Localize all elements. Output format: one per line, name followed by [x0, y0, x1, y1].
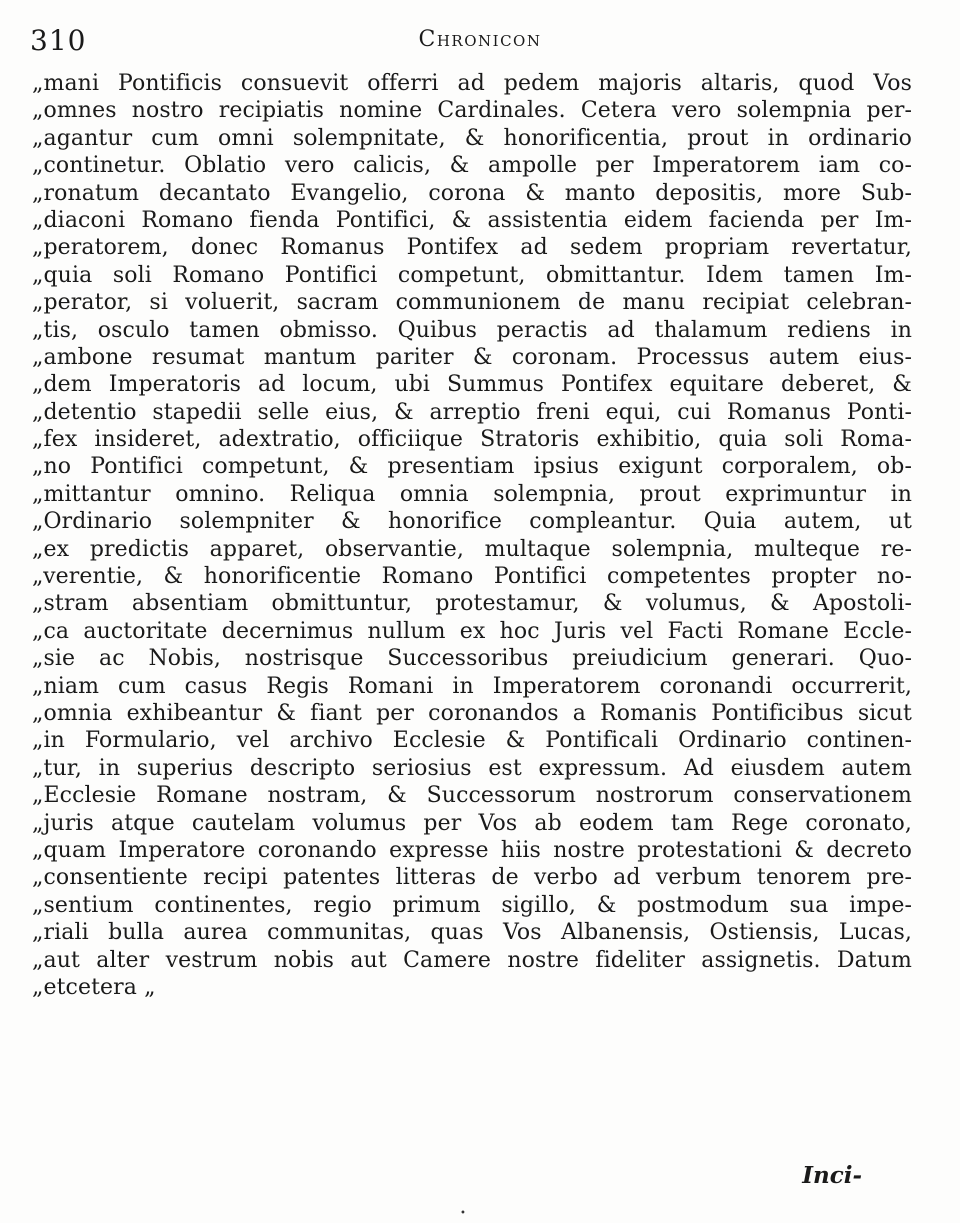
text-line: „tur, in superius descripto seriosius est expressum. Ad eiusdem autem — [32, 755, 912, 781]
text-line: „mani Pontificis consuevit offerri ad pedem majoris altaris, quod Vos — [32, 71, 912, 96]
body-text — [32, 70, 912, 1001]
text-line: „tis, osculo tamen obmisso. Quibus peractis ad thalamum rediens in — [32, 317, 912, 343]
text-line: „aut alter vestrum nobis aut Camere nostre fideliter assignetis. Datum — [32, 947, 912, 973]
text-line: „agantur cum omni solempnitate, & honorificentia, prout in ordinario — [32, 125, 912, 151]
text-line: „omnia exhibeantur & fiant per coronandos a Romanis Pontificibus sicut — [32, 700, 912, 726]
text-line: „ronatum decantato Evangelio, corona & manto depositis, more Sub- — [32, 180, 912, 206]
text-line: „quia soli Romano Pontifici competunt, obmittantur. Idem tamen Im- — [32, 262, 912, 288]
text-line: „verentie, & honorificentie Romano Pontifici competentes propter no- — [32, 564, 912, 590]
text-line: „etcetera „ — [32, 974, 156, 1000]
text-line: „peratorem, donec Romanus Pontifex ad sedem propriam revertatur, — [32, 235, 912, 261]
text-line: „mittantur omnino. Reliqua omnia solempnia, prout exprimuntur in — [32, 481, 912, 507]
text-line: „omnes nostro recipiatis nomine Cardinales. Cetera vero solempnia per- — [32, 98, 912, 124]
text-line: „stram absentiam obmittuntur, protestamur, & volumus, & Apostoli- — [32, 591, 912, 617]
page-number: 310 — [30, 24, 87, 57]
text-line: „in Formulario, vel archivo Ecclesie & Pontificali Ordinario continen- — [32, 728, 912, 754]
text-line: „fex insideret, adextratio, officiique Stratoris exhibitio, quia soli Roma- — [32, 427, 912, 453]
text-line: „niam cum casus Regis Romani in Imperatorem coronandi occurrerit, — [32, 673, 912, 699]
catchword: Inci- — [802, 1162, 862, 1189]
text-line: „no Pontifici competunt, & presentiam ipsius exigunt corporalem, ob- — [32, 454, 912, 480]
text-line: „ca auctoritate decernimus nullum ex hoc Juris vel Facti Romane Eccle- — [32, 618, 912, 644]
text-line: „perator, si voluerit, sacram communionem de manu recipiat celebran- — [32, 290, 912, 316]
text-line: „sentium continentes, regio primum sigillo, & postmodum sua impe- — [32, 892, 912, 918]
text-line: „Ordinario solempniter & honorifice compleantur. Quia autem, ut — [32, 509, 912, 535]
text-line: „consentiente recipi patentes litteras de verbo ad verbum tenorem pre- — [32, 865, 912, 891]
text-line: „quam Imperatore coronando expresse hiis nostre protestationi & decreto — [32, 837, 912, 863]
text-line: „dem Imperatoris ad locum, ubi Summus Pontifex equitare deberet, & — [32, 372, 912, 398]
text-line: „juris atque cautelam volumus per Vos ab eodem tam Rege coronato, — [32, 810, 912, 836]
text-line: „diaconi Romano fienda Pontifici, & assistentia eidem facienda per Im- — [32, 207, 912, 233]
text-line: „Ecclesie Romane nostram, & Successorum nostrorum conservationem — [32, 783, 912, 809]
text-line: „ex predictis apparet, observantie, multaque solempnia, multeque re- — [32, 536, 912, 562]
text-line: „riali bulla aurea communitas, quas Vos Albanensis, Ostiensis, Lucas, — [32, 920, 912, 946]
text-line: „continetur. Oblatio vero calicis, & ampolle per Imperatorem iam co- — [32, 153, 912, 179]
text-line: „detentio stapedii selle eius, & arreptio freni equi, cui Romanus Ponti- — [32, 399, 912, 425]
page-mark: • — [460, 1208, 466, 1219]
text-line: „ambone resumat mantum pariter & coronam. Processus autem eius- — [32, 344, 912, 370]
text-line: „sie ac Nobis, nostrisque Successoribus preiudicium generari. Quo- — [32, 646, 912, 672]
running-head: Chronicon — [418, 27, 542, 52]
